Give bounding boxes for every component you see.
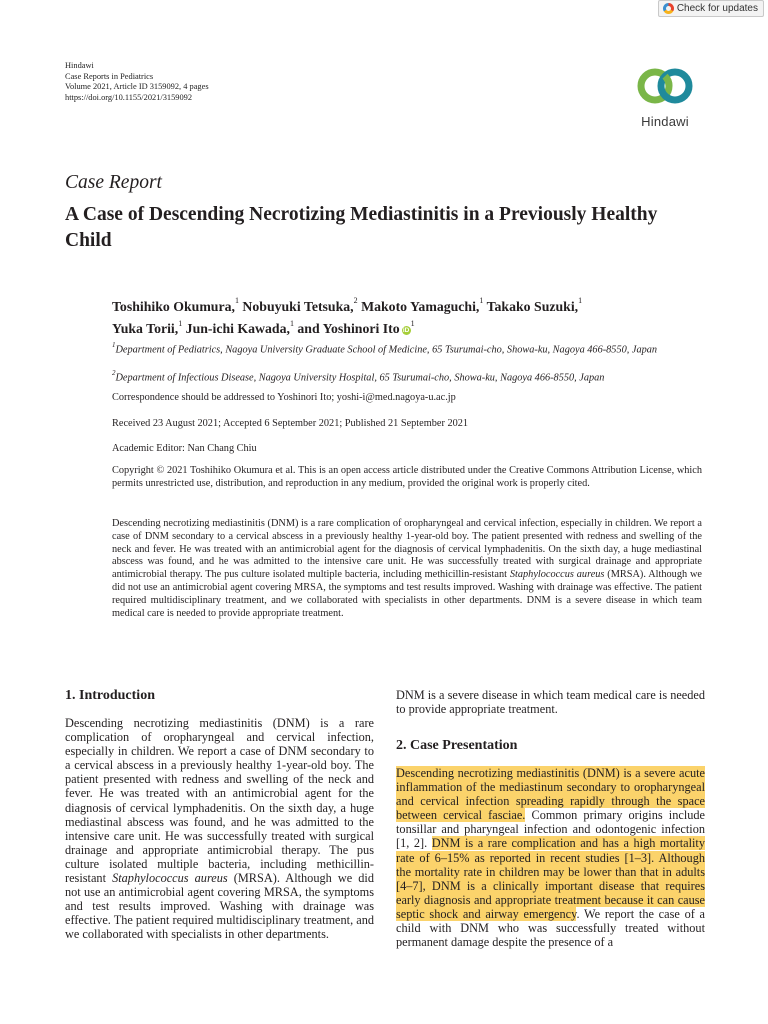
doi-link[interactable]: https://doi.org/10.1155/2021/3159092 xyxy=(65,92,193,102)
hindawi-logo-text: Hindawi xyxy=(641,114,689,129)
academic-editor: Academic Editor: Nan Chang Chiu xyxy=(112,443,257,454)
check-for-updates-label: Check for updates xyxy=(676,3,758,14)
author[interactable]: Takako Suzuki,$^1$ xyxy=(486,296,583,314)
abstract: Descending necrotizing mediastinitis (DNM) is a rare complication of oropharyngeal and cervical infection, especially in children. We report a case of DNM secondary to a cervical abscess in a previously healthy 1-year-old boy. The patient presented with redness and swelling of the neck and fever. He was treated with an antimicrobial agent for the diagnosis of cervical lymphadenitis. On the sixth day, a huge mediastinal abscess was found, and he was admitted to the intensive care unit. He was successfully treated with surgical drainage and appropriate antimicrobial therapy. The pus culture isolated multiple bacteria, including methicillin-resistant Staphylococcus aureus (MRSA). Although we did not use an antimicrobial agent covering MRSA, the symptoms and test results improved. Washing with drainage was effective. The patient required multidisciplinary treatment, and we collaborated with specialists in other departments. DNM is a severe disease in which team medical care is needed to provide appropriate treatment. xyxy=(112,518,703,619)
check-for-updates-button[interactable] xyxy=(658,0,764,17)
crossmark-icon xyxy=(663,3,674,14)
section-heading-introduction: 1. Introduction xyxy=(65,688,155,703)
publication-dates: Received 23 August 2021; Accepted 6 September 2021; Published 21 September 2021 xyxy=(112,418,469,429)
affiliation-2: $^2$Department of Infectious Disease, Nagoya University Hospital, 65 Tsurumai-cho, Showa-ku, Nagoya 466-8550, Japan xyxy=(112,369,605,384)
author[interactable]: Jun-ichi Kawada,$^1$ xyxy=(185,318,294,337)
introduction-text: Descending necrotizing mediastinitis (DNM) is a rare complication of oropharyngeal and cervical infection, especially in children. We report a case of DNM secondary to a cervical abscess in a previously healthy 1-year-old boy. The patient presented with redness and swelling of the neck and fever. He was treated with an antimicrobial agent for the diagnosis of cervical lymphadenitis. On the sixth day, a huge mediastinal abscess was found, and he was admitted to the intensive care unit. He was successfully treated with surgical drainage and appropriate antimicrobial therapy. The pus culture isolated multiple bacteria, including methicillin-resistant Staphylococcus aureus (MRSA). Although we did not use an antimicrobial agent covering MRSA, the symptoms and test results improved. Washing with drainage was effective. The patient required multidisciplinary treatment, and we collaborated with specialists in other departments. xyxy=(65,716,374,942)
author[interactable]: Makoto Yamaguchi,$^1$ xyxy=(361,296,484,314)
author[interactable]: and Yoshinori Ito $iD^1$ xyxy=(297,318,415,337)
journal-name: Case Reports in Pediatrics xyxy=(65,71,154,81)
author[interactable]: Yuka Torii,$^1$ xyxy=(112,318,183,337)
highlighted-text[interactable]: DNM is a rare complication and has a high mortality rate of 6–15% as reported in recent studies [1–3]. Although the mortality rate in children may be lower than that in adults [4–7], DNM is a clinically important disease that requires early diagnosis and appropriate treatment because it can cause septic shock and airway emergency xyxy=(396,836,705,921)
article-type: Case Report xyxy=(65,172,162,193)
correspondence: Correspondence should be addressed to Yoshinori Ito; yoshi-i@med.nagoya-u.ac.jp xyxy=(112,392,456,403)
volume-line: Volume 2021, Article ID 3159092, 4 pages xyxy=(65,82,209,92)
case-presentation-text: Descending necrotizing mediastinitis (DNM) is a severe acute inflammation of the mediastinum secondary to oropharyngeal and cervical infection spreading rapidly through the space between cervical fasciae. Common primary origins include tonsillar and pharyngeal infection and odontogenic infection [1, 2]. DNM is a rare complication and has a high mortality rate of 6–15% as reported in recent studies [1–3]. Although the mortality rate in children may be lower than that in adults [4–7], DNM is a clinically important disease that requires early diagnosis and appropriate treatment because it can cause septic shock and airway emergency. We report the case of a child with DNM who was successfully treated without permanent damage despite the presence of a xyxy=(396,766,706,950)
publisher-name: Hindawi xyxy=(65,61,94,70)
journal-meta xyxy=(65,61,209,103)
hindawi-logo xyxy=(626,62,704,129)
orcid-icon[interactable]: iD xyxy=(402,327,410,335)
author[interactable]: Toshihiko Okumura,$^1$ xyxy=(112,296,239,314)
highlighted-text[interactable]: Descending necrotizing mediastinitis (DNM) is a severe acute inflammation of the mediastinum secondary to oropharyngeal and cervical infection spreading rapidly through the space between cervical fasciae. xyxy=(396,766,705,823)
affiliation-1: $^1$Department of Pediatrics, Nagoya University Graduate School of Medicine, 65 Tsurumai-cho, Showa-ku, Nagoya 466-8550, Japan xyxy=(112,341,658,356)
column2-continuation: DNM is a severe disease in which team medical care is needed to provide appropriate treatment. xyxy=(396,688,706,717)
author[interactable]: Nobuyuki Tetsuka,$^2$ xyxy=(242,296,358,314)
author-list xyxy=(112,293,702,338)
hindawi-logo-icon xyxy=(636,62,694,110)
article-title: A Case of Descending Necrotizing Mediastinitis in a Previously Healthy Child xyxy=(65,204,658,251)
section-heading-case-presentation: 2. Case Presentation xyxy=(396,738,518,753)
copyright-notice: Copyright © 2021 Toshihiko Okumura et al. This is an open access article distributed under the Creative Commons Attribution License, which permits unrestricted use, distribution, and reproduction in any medium, provided the original work is properly cited. xyxy=(112,465,702,489)
